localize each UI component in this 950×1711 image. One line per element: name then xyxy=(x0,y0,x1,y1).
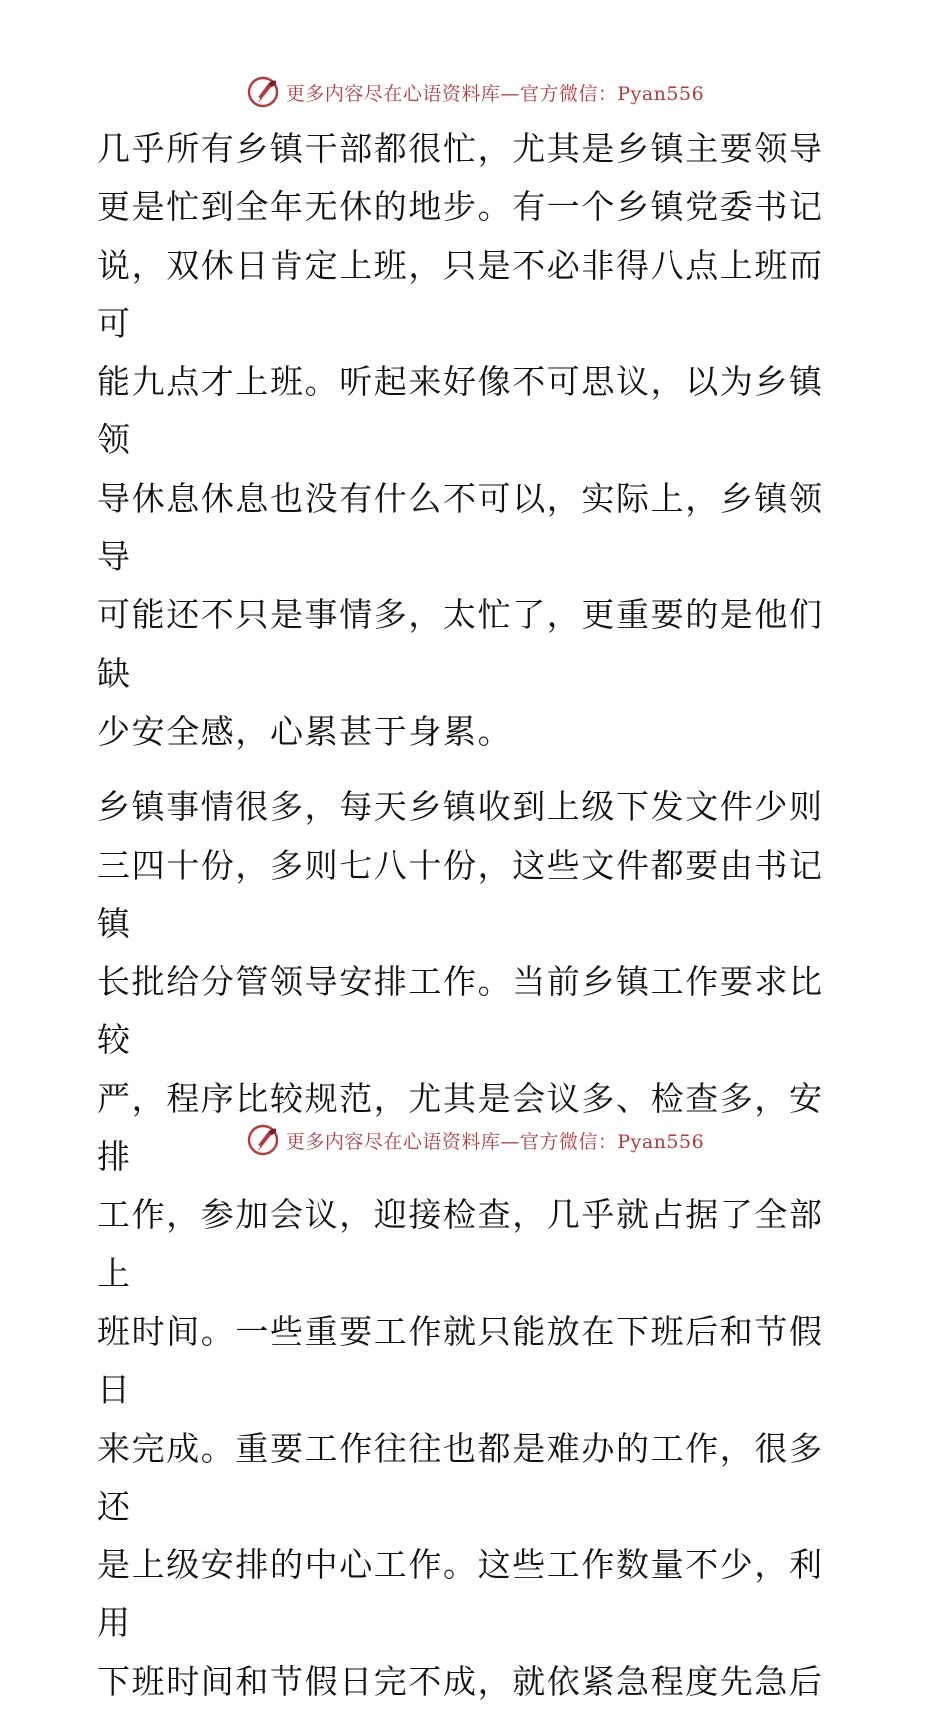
quill-pen-logo-icon xyxy=(246,1123,280,1157)
header-watermark xyxy=(0,72,950,112)
document-body xyxy=(97,120,857,1711)
quill-pen-logo-icon xyxy=(246,75,280,109)
paragraph-2: 乡镇事情很多，每天乡镇收到上级下发文件少则 三四十份，多则七八十份，这些文件都要由书记镇 长批给分管领导安排工作。当前乡镇工作要求比较 严，程序比较规范，尤其是会议多、检查多，安排 工作，参加会议，迎接检查，几乎就占据了全部上 班时间。一些重要工作就只能放在下班后和节假日 来完成。重要工作往往也都是难办的工作，很多还 是上级安排的中心工作。这些工作数量不少，利用 下班时间和节假日完不成，就依紧急程度先急后 xyxy=(97,787,824,1701)
header-watermark-text: 更多内容尽在心语资料库—官方微信：Pyan556 xyxy=(285,82,705,105)
footer-watermark-text: 更多内容尽在心语资料库—官方微信：Pyan556 xyxy=(285,1130,705,1153)
footer-watermark xyxy=(0,1120,950,1160)
paragraph-1: 几乎所有乡镇干部都很忙，尤其是乡镇主要领导 更是忙到全年无休的地步。有一个乡镇党委书记 说，双休日肯定上班，只是不必非得八点上班而可 能九点才上班。听起来好像不可思议，以为乡镇领 导休息休息也没有什么不可以，实际上，乡镇领导 可能还不只是事情多，太忙了，更重要的是他们缺 少安全感，心累甚于身累。 xyxy=(97,129,824,751)
